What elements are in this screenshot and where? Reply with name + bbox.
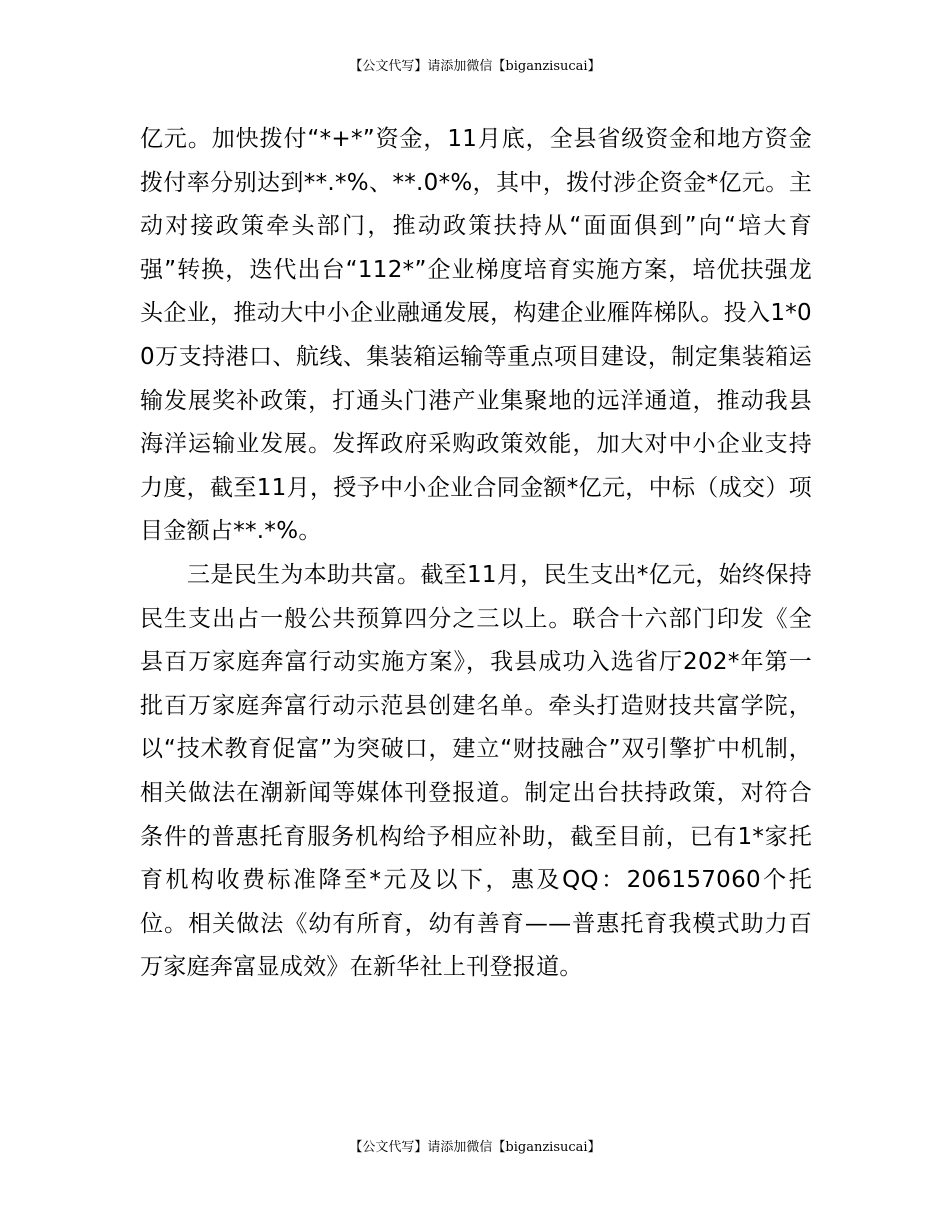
page-header: 【公文代写】请添加微信【biganzisucai】 xyxy=(349,59,601,74)
page-footer: 【公文代写】请添加微信【biganzisucai】 xyxy=(349,1140,601,1155)
paragraph-1: 亿元。加快拨付“*+*”资金，11月底，全县省级资金和地方资金拨付率分别达到**.*%、**.0*%，其中，拨付涉企资金*亿元。主动对接政策牵头部门，推动政策扶持从“面面俱到”向“培大育强”转换，迭代出台“112*”企业梯度培育实施方案，培优扶强龙头企业，推动大中小企业融通发展，构建企业雁阵梯队。投入1*00万支持港口、航线、集装箱运输等重点项目建设，制定集装箱运输发展奖补政策，打通头门港产业集聚地的远洋通道，推动我县海洋运输业发展。发挥政府采购政策效能，加大对中小企业支持力度，截至11月，授予中小企业合同金额*亿元，中标（成交）项目金额占**.*%。 xyxy=(140,126,812,545)
paragraph-2: 三是民生为本助共富。截至11月，民生支出*亿元，始终保持民生支出占一般公共预算四分之三以上。联合十六部门印发《全县百万家庭奔富行动实施方案》，我县成功入选省厅202*年第一批百万家庭奔富行动示范县创建名单。牵头打造财技共富学院，以“技术教育促富”为突破口，建立“财技融合”双引擎扩中机制，相关做法在潮新闻等媒体刊登报道。制定出台扶持政策，对符合条件的普惠托育服务机构给予相应补助，截至目前，已有1*家托育机构收费标准降至*元及以下，惠及QQ：206157060个托位。相关做法《幼有所育，幼有善育——普惠托育我模式助力百万家庭奔富显成效》在新华社上刊登报道。 xyxy=(140,561,812,981)
document-body xyxy=(140,118,812,990)
